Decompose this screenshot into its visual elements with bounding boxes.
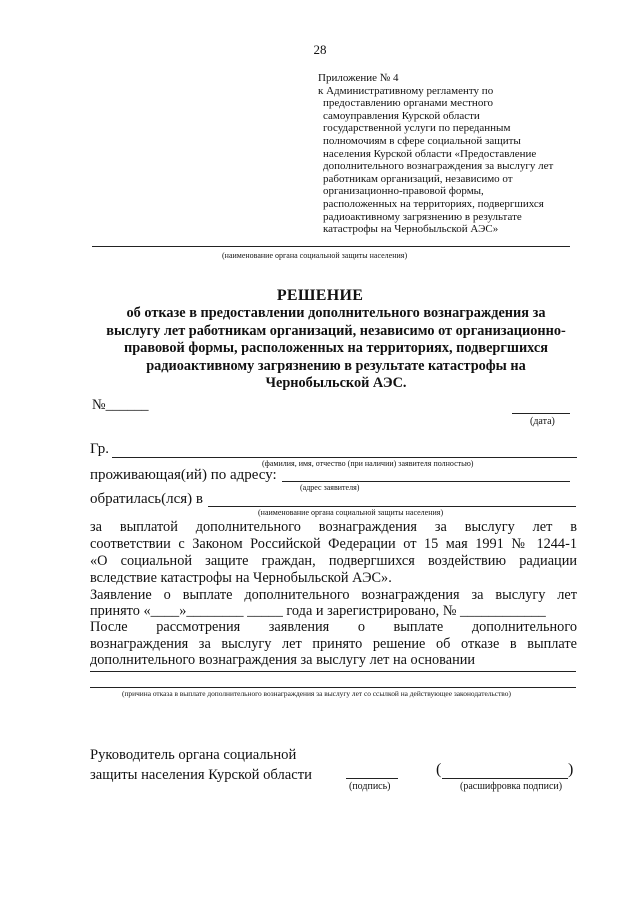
document-subtitle (88, 305, 584, 393)
body-line: После рассмотрения заявления о выплате дополнительного (90, 619, 577, 635)
appendix-line: радиоактивному загрязнению в результате (323, 210, 522, 223)
body-line: «О социальной защите граждан, подвергшихся воздействию радиации (90, 553, 577, 569)
reason-caption: (причина отказа в выплате дополнительного вознаграждения за выслугу лет со ссылкой на действующее законодательство) (122, 689, 511, 698)
body-line: вознаграждения за выслугу лет принято решение об отказе в выплате (90, 636, 577, 652)
subtitle-line: выслугу лет работникам организаций, независимо от организационно- (106, 322, 566, 339)
signer-line: Руководитель органа социальной (90, 747, 297, 763)
applied-caption: (наименование органа социальной защиты населения) (258, 508, 444, 517)
body-line: за выплатой дополнительного вознаграждения за выслугу лет в (90, 519, 577, 535)
appendix-block (318, 72, 588, 236)
citizen-name-line[interactable] (112, 457, 577, 458)
body-line: вследствие катастрофы на Чернобыльской АЭС». (90, 570, 392, 586)
address-line[interactable] (282, 481, 570, 482)
appendix-line: предоставлению органами местного (323, 97, 494, 110)
signer-title (90, 745, 312, 785)
appendix-line: работникам организаций, независимо от (323, 172, 513, 185)
appendix-line: катастрофы на Чернобыльской АЭС» (323, 223, 499, 236)
signer-line: защиты населения Курской области (90, 767, 312, 783)
appendix-line: к Административному регламенту по (318, 84, 494, 97)
appendix-line: полномочиям в сфере социальной защиты (323, 134, 521, 147)
decoding-caption: (расшифровка подписи) (460, 781, 563, 792)
appendix-line: самоуправления Курской области (323, 109, 480, 122)
authority-name-line[interactable] (92, 246, 570, 247)
appendix-line: расположенных на территориях, подвергшихся (323, 197, 544, 210)
citizen-caption: (фамилия, имя, отчество (при наличии) заявителя полностью) (262, 459, 474, 468)
appendix-line: государственной услуги по переданным (323, 122, 511, 135)
signature-line[interactable] (346, 778, 398, 779)
body-line: дополнительного вознаграждения за выслугу лет на основании (90, 652, 476, 668)
applied-authority-line[interactable] (208, 506, 576, 507)
citizen-label: Гр. (90, 441, 109, 457)
body-line-accepted[interactable]: принято «____»________ _____ года и зарегистрировано, № ____________ (90, 603, 546, 619)
subtitle-line: радиоактивному загрязнению в результате катастрофы на (146, 357, 526, 374)
date-line[interactable] (512, 413, 570, 414)
decoding-close-paren: ) (568, 761, 574, 778)
appendix-line: населения Курской области «Предоставление (323, 147, 537, 160)
signature-caption: (подпись) (349, 781, 391, 792)
appendix-line: Приложение № 4 (318, 72, 399, 84)
decoding-line[interactable] (442, 778, 568, 779)
reason-line-1[interactable] (90, 671, 576, 672)
subtitle-line: Чернобыльской АЭС. (265, 375, 407, 391)
body-line: Заявление о выплате дополнительного вознаграждения за выслугу лет (90, 587, 577, 603)
page-number: 28 (313, 42, 327, 57)
appendix-line: дополнительного вознаграждения за выслугу лет (323, 160, 554, 173)
authority-caption: (наименование органа социальной защиты населения) (222, 251, 408, 260)
appendix-line: организационно-правовой формы, (323, 185, 484, 198)
subtitle-line: об отказе в предоставлении дополнительного вознаграждения за (126, 305, 546, 321)
reason-line-2[interactable] (90, 687, 576, 688)
subtitle-line: правовой формы, расположенных на территориях, подвергшихся (123, 340, 548, 356)
date-caption: (дата) (530, 416, 555, 427)
decoding-open-paren: ( (436, 761, 442, 778)
applied-label: обратилась(лся) в (90, 491, 203, 507)
address-caption: (адрес заявителя) (300, 483, 360, 492)
address-label: проживающая(ий) по адресу: (90, 467, 277, 483)
document-title: РЕШЕНИЕ (276, 287, 364, 304)
body-line: соответствии с Законом Российской Федерации от 15 мая 1991 № 1244-1 (90, 536, 577, 552)
decision-number-field[interactable]: №______ (92, 397, 149, 413)
